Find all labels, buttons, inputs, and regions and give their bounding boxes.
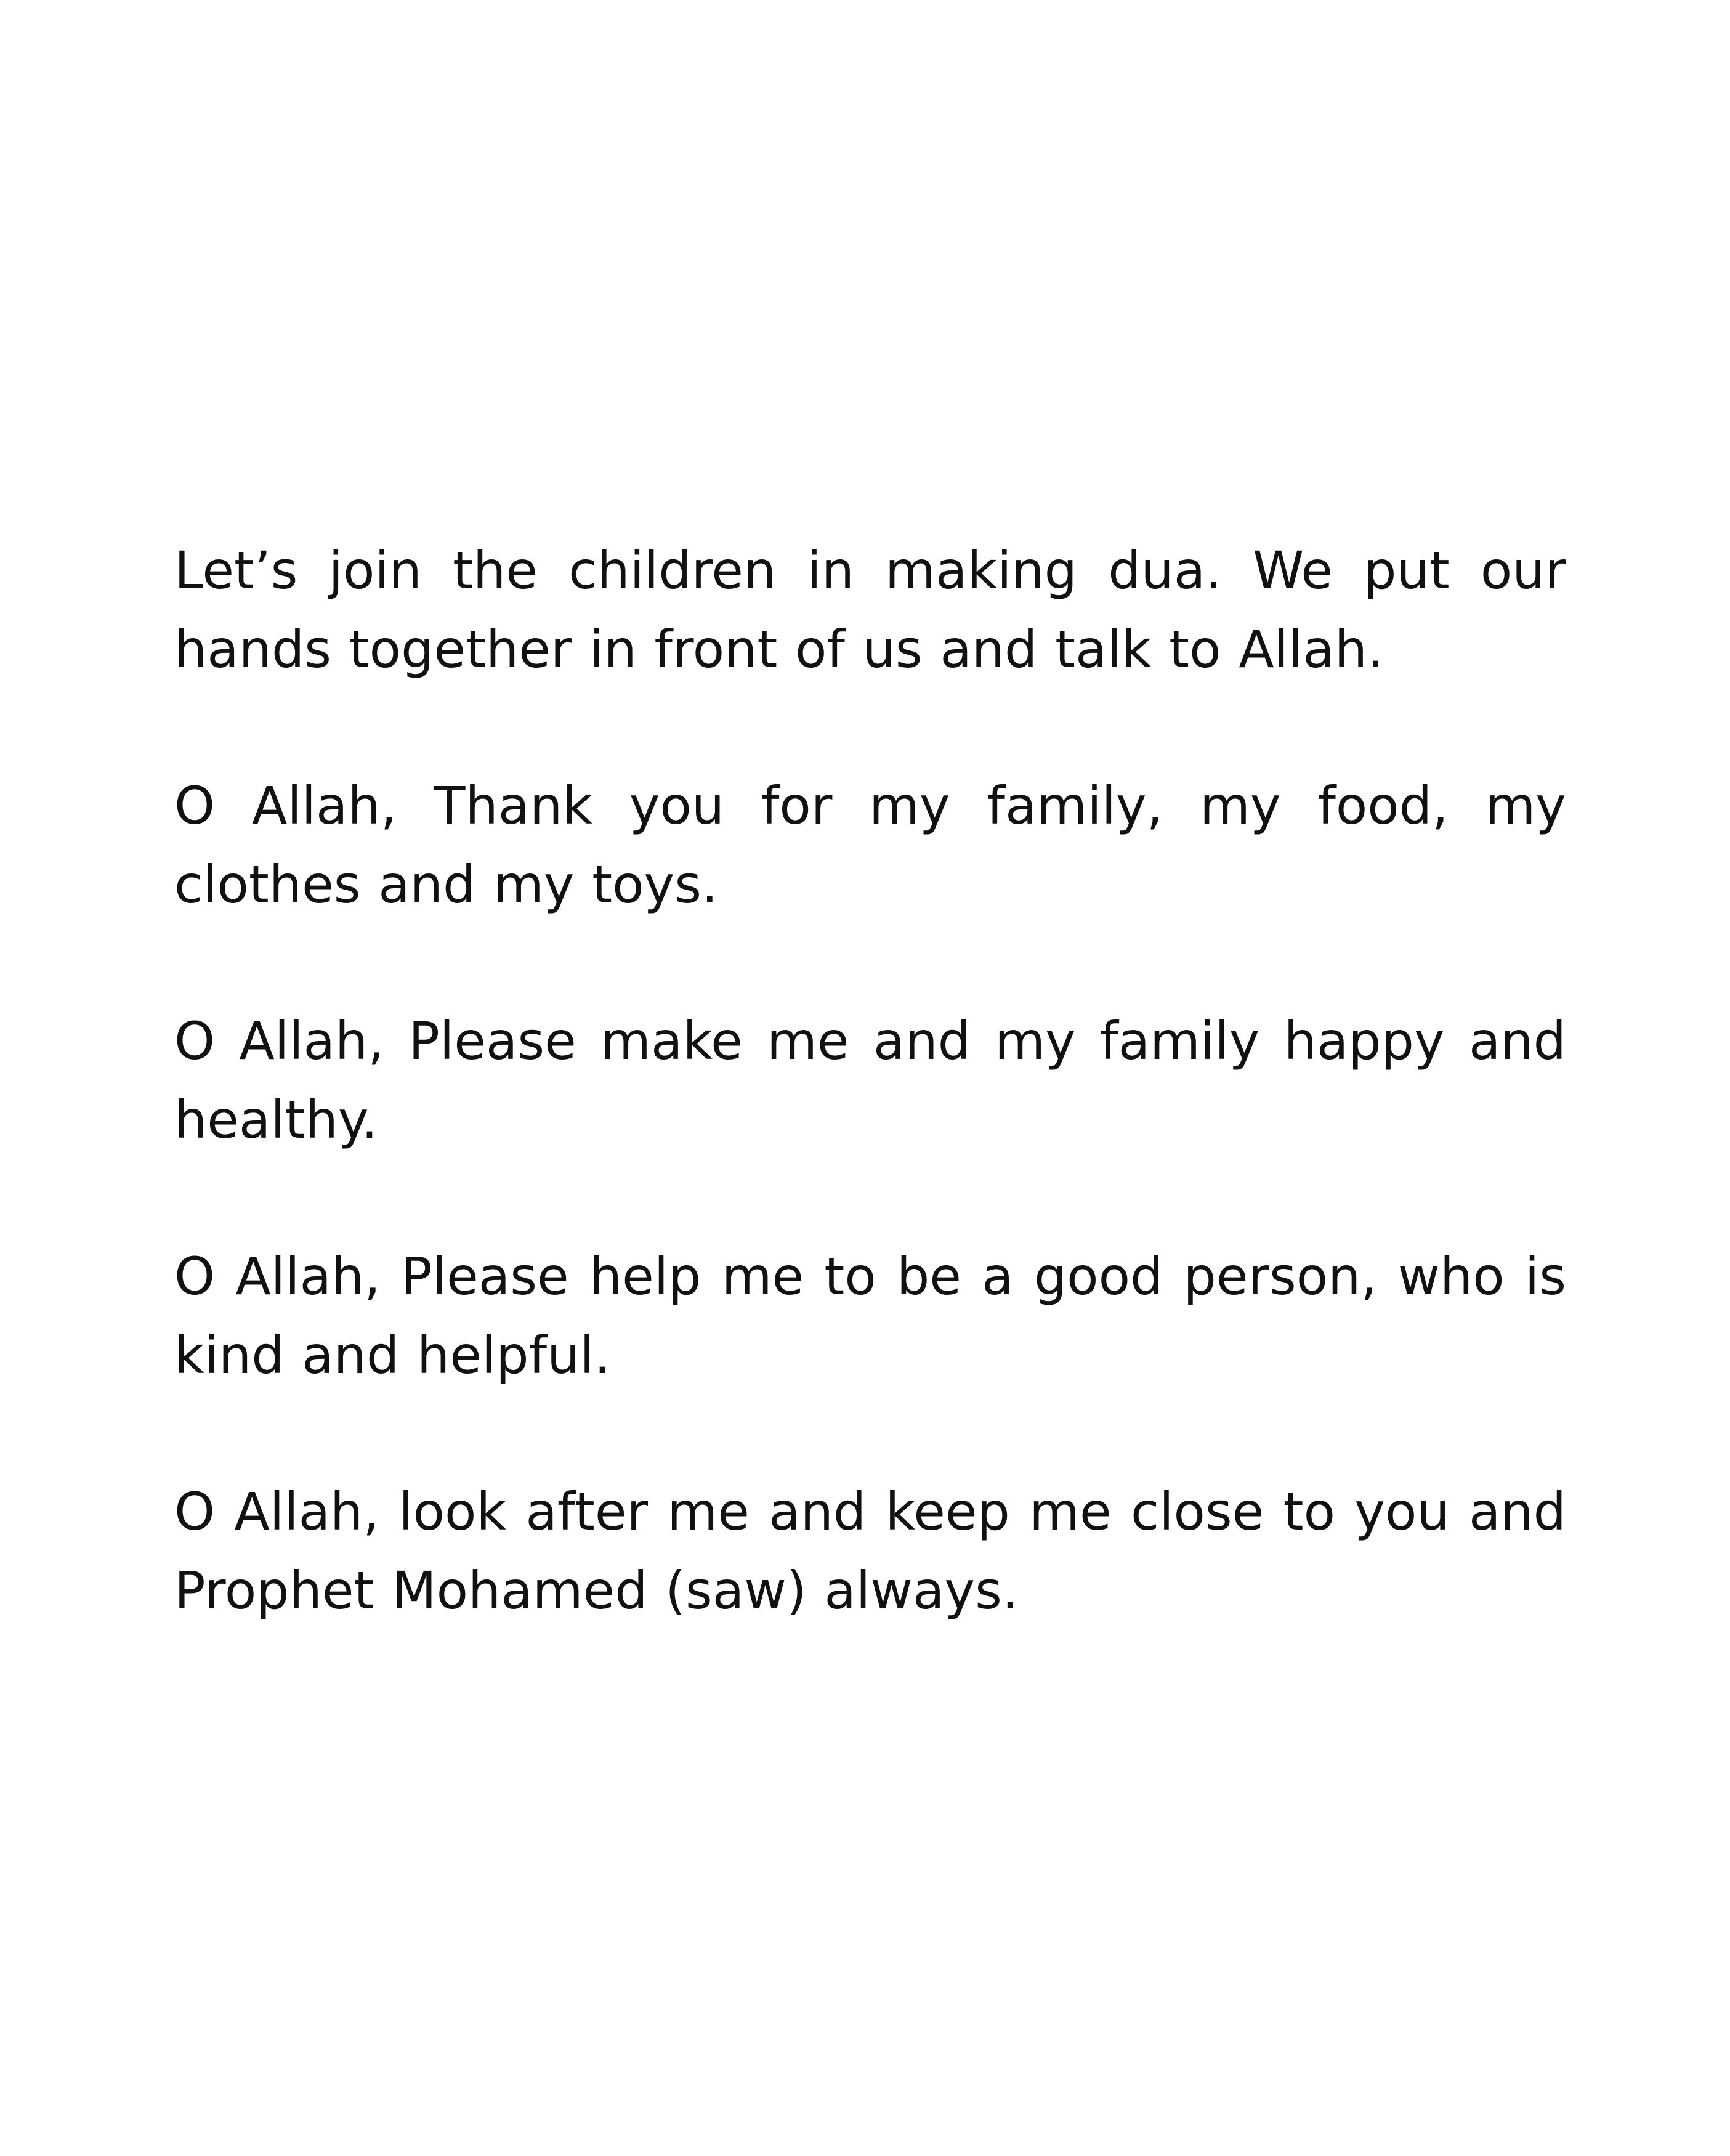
intro-paragraph: Let’s join the children in making dua. We put our hands together in front of us and talk to Allah. xyxy=(174,540,1566,679)
dua-health-paragraph: O Allah, Please make me and my family happy and healthy. xyxy=(174,1011,1566,1150)
dua-thanks-paragraph: O Allah, Thank you for my family, my food, my clothes and my toys. xyxy=(174,776,1566,915)
dua-good-person-paragraph: O Allah, Please help me to be a good person, who is kind and helpful. xyxy=(174,1246,1566,1385)
dua-text-block xyxy=(174,531,1566,1630)
dua-protection-paragraph: O Allah, look after me and keep me close to you and Prophet Mohamed (saw) always. xyxy=(174,1481,1566,1621)
